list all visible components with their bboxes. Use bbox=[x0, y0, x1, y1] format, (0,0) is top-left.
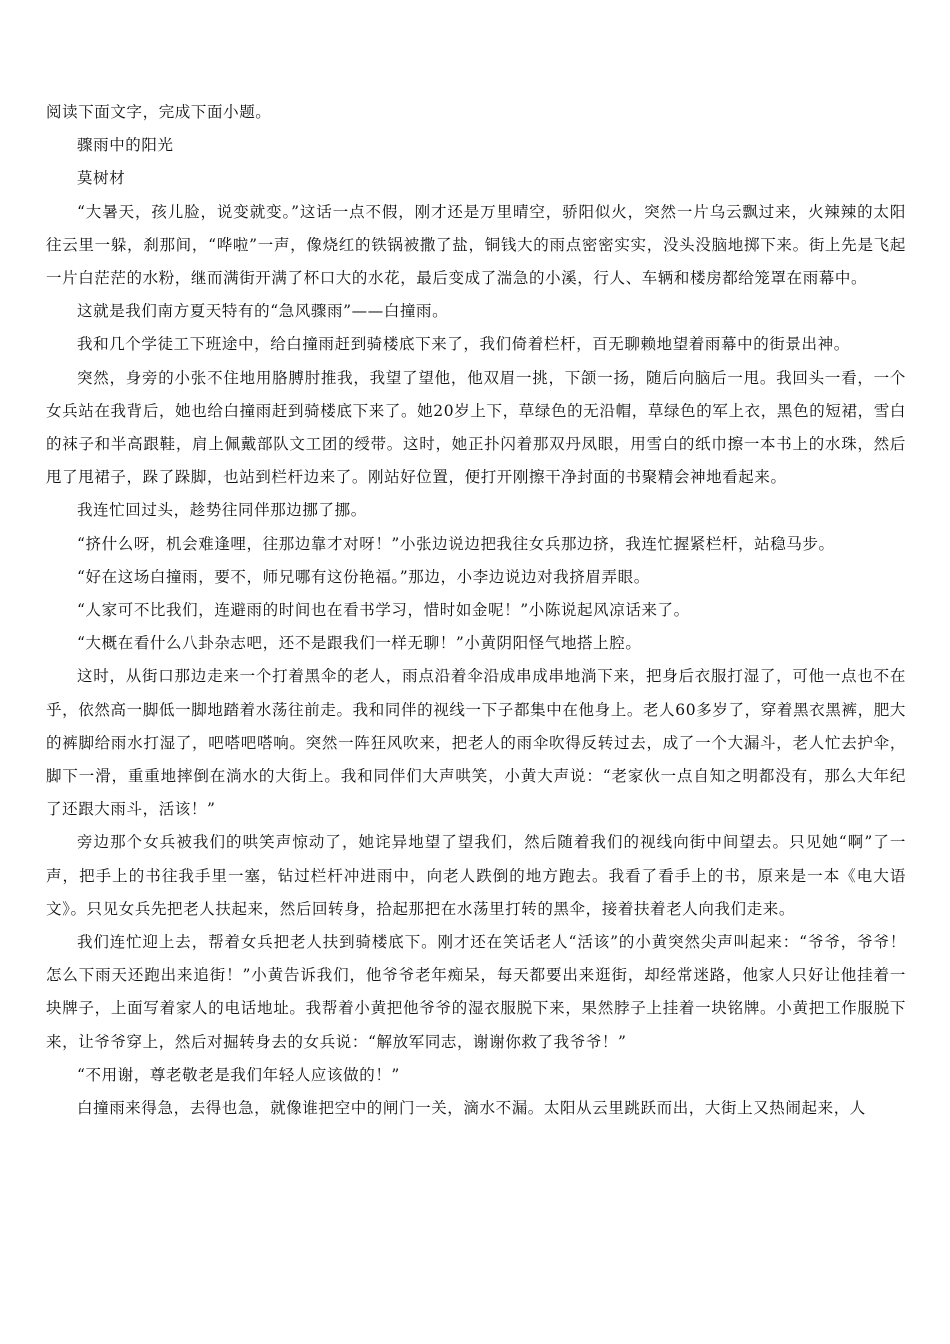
paragraph: “人家可不比我们，连避雨的时间也在看书学习，惜时如金呢！”小陈说起风凉话来了。 bbox=[77, 601, 690, 620]
paragraph: 这时，从街口那边走来一个打着黑伞的老人，雨点沿着伞沿成串成串地淌下来，把身后衣服打湿了，可他一点也不在乎，依然高一脚低一脚地踏着水荡往前走。我和同伴的视线一下子都集中在他身上。老人60多岁了，穿着黑衣黑裤，肥大的裤脚给雨水打湿了，吧嗒吧嗒响。突然一阵狂风吹来，把老人的雨伞吹得反转过去，成了一个大漏斗，老人忙去护伞，脚下一滑，重重地摔倒在淌水的大街上。我和同伴们大声哄笑，小黄大声说：“老家伙一点自知之明都没有，那么大年纪了还跟大雨斗，活该！” bbox=[46, 667, 906, 819]
paragraph: 我连忙回过头，趁势往同伴那边挪了挪。 bbox=[77, 501, 367, 520]
article-author: 莫树材 bbox=[77, 169, 126, 188]
paragraph: 白撞雨来得急，去得也急，就像谁把空中的闸门一关，滴水不漏。太阳从云里跳跃而出，大街上又热闹起来，人 bbox=[77, 1099, 866, 1118]
paragraph: “好在这场白撞雨，要不，师兄哪有这份艳福。”那边，小李边说边对我挤眉弄眼。 bbox=[77, 567, 650, 586]
article bbox=[46, 96, 906, 1125]
paragraph: “不用谢，尊老敬老是我们年轻人应该做的！” bbox=[77, 1065, 400, 1084]
paragraph: “大暑天，孩儿脸，说变就变。”这话一点不假，刚才还是万里晴空，骄阳似火，突然一片乌云飘过来，火辣辣的太阳往云里一躲，刹那间，“哗啦”一声，像烧红的铁锅被撒了盐，铜钱大的雨点密密实实，没头没脑地掷下来。街上先是飞起一片白茫茫的水粉，继而满街开满了杯口大的水花，最后变成了湍急的小溪，行人、车辆和楼房都给笼罩在雨幕中。 bbox=[46, 202, 906, 288]
paragraph: “大概在看什么八卦杂志吧，还不是跟我们一样无聊！”小黄阴阳怪气地搭上腔。 bbox=[77, 634, 642, 653]
paragraph: “挤什么呀，机会难逢哩，往那边靠才对呀！”小张边说边把我往女兵那边挤，我连忙握紧栏杆，站稳马步。 bbox=[77, 534, 835, 553]
paragraph: 旁边那个女兵被我们的哄笑声惊动了，她诧异地望了望我们，然后随着我们的视线向街中间望去。只见她“啊”了一声，把手上的书往我手里一塞，钻过栏杆冲进雨中，向老人跌倒的地方跑去。我看了看手上的书，原来是一本《电大语文》。只见女兵先把老人扶起来，然后回转身，拾起那把在水荡里打转的黑伞，接着扶着老人向我们走来。 bbox=[46, 833, 906, 918]
paragraph: 这就是我们南方夏天特有的“急风骤雨”——白撞雨。 bbox=[77, 302, 449, 321]
paragraph: 我们连忙迎上去，帮着女兵把老人扶到骑楼底下。刚才还在笑话老人“活该”的小黄突然尖声叫起来：“爷爷，爷爷！怎么下雨天还跑出来追街！”小黄告诉我们，他爷爷老年痴呆，每天都要出来逛街，却经常迷路，他家人只好让他挂着一块牌子，上面写着家人的电话地址。我帮着小黄把他爷爷的湿衣服脱下来，果然脖子上挂着一块铭牌。小黄把工作服脱下来，让爷爷穿上，然后对掘转身去的女兵说：“解放军同志，谢谢你救了我爷爷！” bbox=[46, 933, 906, 1051]
article-title: 骤雨中的阳光 bbox=[77, 136, 174, 155]
paragraph: 突然，身旁的小张不住地用胳膊肘推我，我望了望他，他双眉一挑，下颌一扬，随后向脑后一甩。我回头一看，一个女兵站在我背后，她也给白撞雨赶到骑楼底下来了。她20岁上下，草绿色的无沿帽，草绿色的军上衣，黑色的短裙，雪白的袜子和半高跟鞋，肩上佩戴部队文工团的绶带。这时，她正扑闪着那双丹凤眼，用雪白的纸巾擦一本书上的水珠，然后甩了甩裙子，跺了跺脚，也站到栏杆边来了。刚站好位置，便打开刚擦干净封面的书聚精会神地看起来。 bbox=[46, 368, 906, 487]
paragraph: 我和几个学徒工下班途中，给白撞雨赶到骑楼底下来了，我们倚着栏杆，百无聊赖地望着雨幕中的街景出神。 bbox=[77, 335, 850, 354]
instruction: 阅读下面文字，完成下面小题。 bbox=[46, 103, 272, 121]
